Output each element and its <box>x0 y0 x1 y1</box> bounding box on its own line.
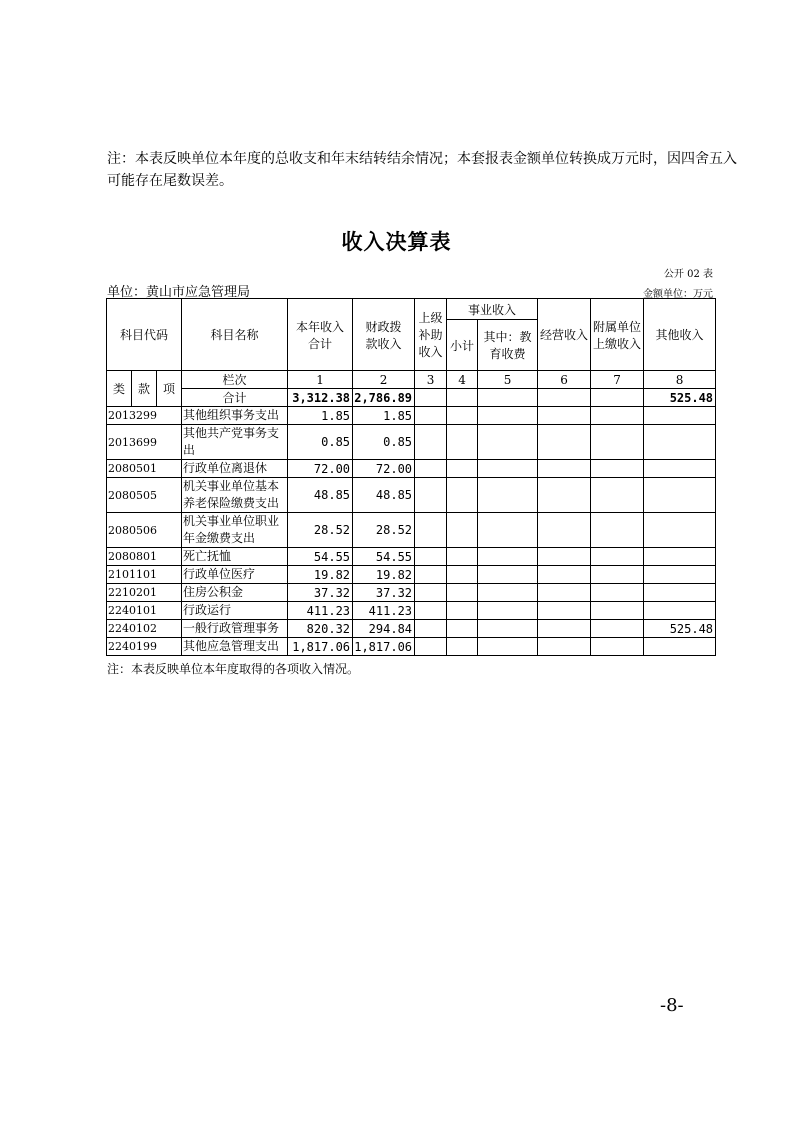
row-name: 机关事业单位基本养老保险缴费支出 <box>182 478 288 513</box>
row-operating <box>538 478 591 513</box>
total-other: 525.48 <box>644 389 716 407</box>
row-name: 一般行政管理事务 <box>182 620 288 638</box>
row-code: 2080801 <box>107 548 182 566</box>
row-name: 死亡抚恤 <box>182 548 288 566</box>
row-operating <box>538 638 591 656</box>
header-code: 科目代码 <box>107 299 182 371</box>
row-fiscal: 0.85 <box>353 425 415 460</box>
row-code: 2013299 <box>107 407 182 425</box>
row-fiscal: 37.32 <box>353 584 415 602</box>
row-edu <box>478 425 538 460</box>
total-affiliated <box>591 389 644 407</box>
col-num-4: 4 <box>447 371 478 389</box>
col-num-3: 3 <box>415 371 447 389</box>
header-xiang: 项 <box>157 371 182 407</box>
row-edu <box>478 460 538 478</box>
row-subtotal <box>447 638 478 656</box>
row-affiliated <box>591 460 644 478</box>
row-superior <box>415 460 447 478</box>
row-edu <box>478 638 538 656</box>
page-number: -8- <box>660 995 684 1016</box>
money-unit-label: 金额单位：万元 <box>643 289 713 300</box>
row-edu <box>478 478 538 513</box>
row-fiscal: 411.23 <box>353 602 415 620</box>
row-other <box>644 638 716 656</box>
row-fiscal: 294.84 <box>353 620 415 638</box>
row-total: 28.52 <box>288 513 353 548</box>
row-operating <box>538 602 591 620</box>
row-fiscal: 1.85 <box>353 407 415 425</box>
row-other <box>644 425 716 460</box>
row-name: 其他应急管理支出 <box>182 638 288 656</box>
row-superior <box>415 478 447 513</box>
row-affiliated <box>591 566 644 584</box>
row-superior <box>415 584 447 602</box>
unit-label: 单位：黄山市应急管理局 <box>107 285 251 300</box>
row-affiliated <box>591 548 644 566</box>
row-subtotal <box>447 460 478 478</box>
row-affiliated <box>591 584 644 602</box>
row-code: 2240102 <box>107 620 182 638</box>
table-row <box>107 548 716 566</box>
row-edu <box>478 513 538 548</box>
row-edu <box>478 407 538 425</box>
bottom-note: 注：本表反映单位本年度取得的各项收入情况。 <box>107 662 360 676</box>
row-superior <box>415 620 447 638</box>
total-edu <box>478 389 538 407</box>
table-row <box>107 584 716 602</box>
row-code: 2240101 <box>107 602 182 620</box>
row-subtotal <box>447 425 478 460</box>
row-edu <box>478 584 538 602</box>
header-superior: 上级补助收入 <box>415 299 447 371</box>
row-fiscal: 72.00 <box>353 460 415 478</box>
row-edu <box>478 566 538 584</box>
table-row <box>107 638 716 656</box>
row-superior <box>415 566 447 584</box>
row-other <box>644 460 716 478</box>
row-other: 525.48 <box>644 620 716 638</box>
header-subtotal: 小计 <box>447 320 478 371</box>
table-row <box>107 566 716 584</box>
income-table <box>106 298 716 656</box>
row-fiscal: 54.55 <box>353 548 415 566</box>
row-fiscal: 19.82 <box>353 566 415 584</box>
row-other <box>644 566 716 584</box>
row-name: 行政单位离退休 <box>182 460 288 478</box>
header-other: 其他收入 <box>644 299 716 371</box>
table-row <box>107 478 716 513</box>
col-num-8: 8 <box>644 371 716 389</box>
row-fiscal: 48.85 <box>353 478 415 513</box>
row-subtotal <box>447 584 478 602</box>
row-subtotal <box>447 620 478 638</box>
header-fiscal: 财政拨款收入 <box>353 299 415 371</box>
row-subtotal <box>447 513 478 548</box>
row-operating <box>538 620 591 638</box>
row-subtotal <box>447 407 478 425</box>
table-row <box>107 460 716 478</box>
row-other <box>644 548 716 566</box>
header-kuan: 款 <box>132 371 157 407</box>
row-edu <box>478 548 538 566</box>
page-title: 收入决算表 <box>341 230 452 254</box>
col-num-1: 1 <box>288 371 353 389</box>
row-subtotal <box>447 566 478 584</box>
total-subtotal <box>447 389 478 407</box>
row-code: 2013699 <box>107 425 182 460</box>
table-row <box>107 602 716 620</box>
header-name: 科目名称 <box>182 299 288 371</box>
header-row-1 <box>107 299 716 320</box>
table-row <box>107 407 716 425</box>
top-note: 注：本表反映单位本年度的总收支和年末结转结余情况；本套报表金额单位转换成万元时，因四舍五入可能存在尾数误差。 <box>107 151 737 189</box>
row-code: 2080501 <box>107 460 182 478</box>
row-affiliated <box>591 407 644 425</box>
row-name: 住房公积金 <box>182 584 288 602</box>
table-number: 公开 02 表 <box>663 269 713 280</box>
row-superior <box>415 407 447 425</box>
row-total: 1.85 <box>288 407 353 425</box>
header-lei: 类 <box>107 371 132 407</box>
row-operating <box>538 548 591 566</box>
row-total: 72.00 <box>288 460 353 478</box>
row-total: 19.82 <box>288 566 353 584</box>
total-label: 合计 <box>182 389 288 407</box>
col-num-2: 2 <box>353 371 415 389</box>
row-code: 2080505 <box>107 478 182 513</box>
row-total: 820.32 <box>288 620 353 638</box>
row-other <box>644 513 716 548</box>
row-superior <box>415 548 447 566</box>
row-operating <box>538 566 591 584</box>
row-operating <box>538 584 591 602</box>
row-total: 1,817.06 <box>288 638 353 656</box>
row-subtotal <box>447 548 478 566</box>
row-superior <box>415 513 447 548</box>
row-subtotal <box>447 478 478 513</box>
row-superior <box>415 425 447 460</box>
row-name: 行政单位医疗 <box>182 566 288 584</box>
row-name: 行政运行 <box>182 602 288 620</box>
table-row <box>107 425 716 460</box>
row-code: 2240199 <box>107 638 182 656</box>
row-other <box>644 584 716 602</box>
col-num-5: 5 <box>478 371 538 389</box>
row-total: 0.85 <box>288 425 353 460</box>
row-affiliated <box>591 602 644 620</box>
row-superior <box>415 638 447 656</box>
header-business: 事业收入 <box>447 299 538 320</box>
row-operating <box>538 425 591 460</box>
row-other <box>644 478 716 513</box>
row-affiliated <box>591 478 644 513</box>
row-affiliated <box>591 513 644 548</box>
total-income: 3,312.38 <box>288 389 353 407</box>
header-lanci: 栏次 <box>182 371 288 389</box>
row-fiscal: 28.52 <box>353 513 415 548</box>
total-row <box>107 389 716 407</box>
row-code: 2101101 <box>107 566 182 584</box>
column-number-row <box>107 371 716 389</box>
row-superior <box>415 602 447 620</box>
row-subtotal <box>447 602 478 620</box>
row-edu <box>478 602 538 620</box>
header-edu: 其中：教育收费 <box>478 320 538 371</box>
total-operating <box>538 389 591 407</box>
row-total: 54.55 <box>288 548 353 566</box>
table-row <box>107 513 716 548</box>
total-superior <box>415 389 447 407</box>
header-total: 本年收入合计 <box>288 299 353 371</box>
row-affiliated <box>591 638 644 656</box>
row-name: 其他共产党事务支出 <box>182 425 288 460</box>
row-affiliated <box>591 620 644 638</box>
row-operating <box>538 460 591 478</box>
row-code: 2080506 <box>107 513 182 548</box>
header-operating: 经营收入 <box>538 299 591 371</box>
row-total: 48.85 <box>288 478 353 513</box>
row-other <box>644 407 716 425</box>
row-fiscal: 1,817.06 <box>353 638 415 656</box>
row-total: 37.32 <box>288 584 353 602</box>
row-affiliated <box>591 425 644 460</box>
row-name: 机关事业单位职业年金缴费支出 <box>182 513 288 548</box>
row-operating <box>538 513 591 548</box>
row-code: 2210201 <box>107 584 182 602</box>
row-operating <box>538 407 591 425</box>
row-other <box>644 602 716 620</box>
col-num-6: 6 <box>538 371 591 389</box>
total-fiscal: 2,786.89 <box>353 389 415 407</box>
table-row <box>107 620 716 638</box>
header-affiliated: 附属单位上缴收入 <box>591 299 644 371</box>
row-name: 其他组织事务支出 <box>182 407 288 425</box>
col-num-7: 7 <box>591 371 644 389</box>
row-total: 411.23 <box>288 602 353 620</box>
row-edu <box>478 620 538 638</box>
